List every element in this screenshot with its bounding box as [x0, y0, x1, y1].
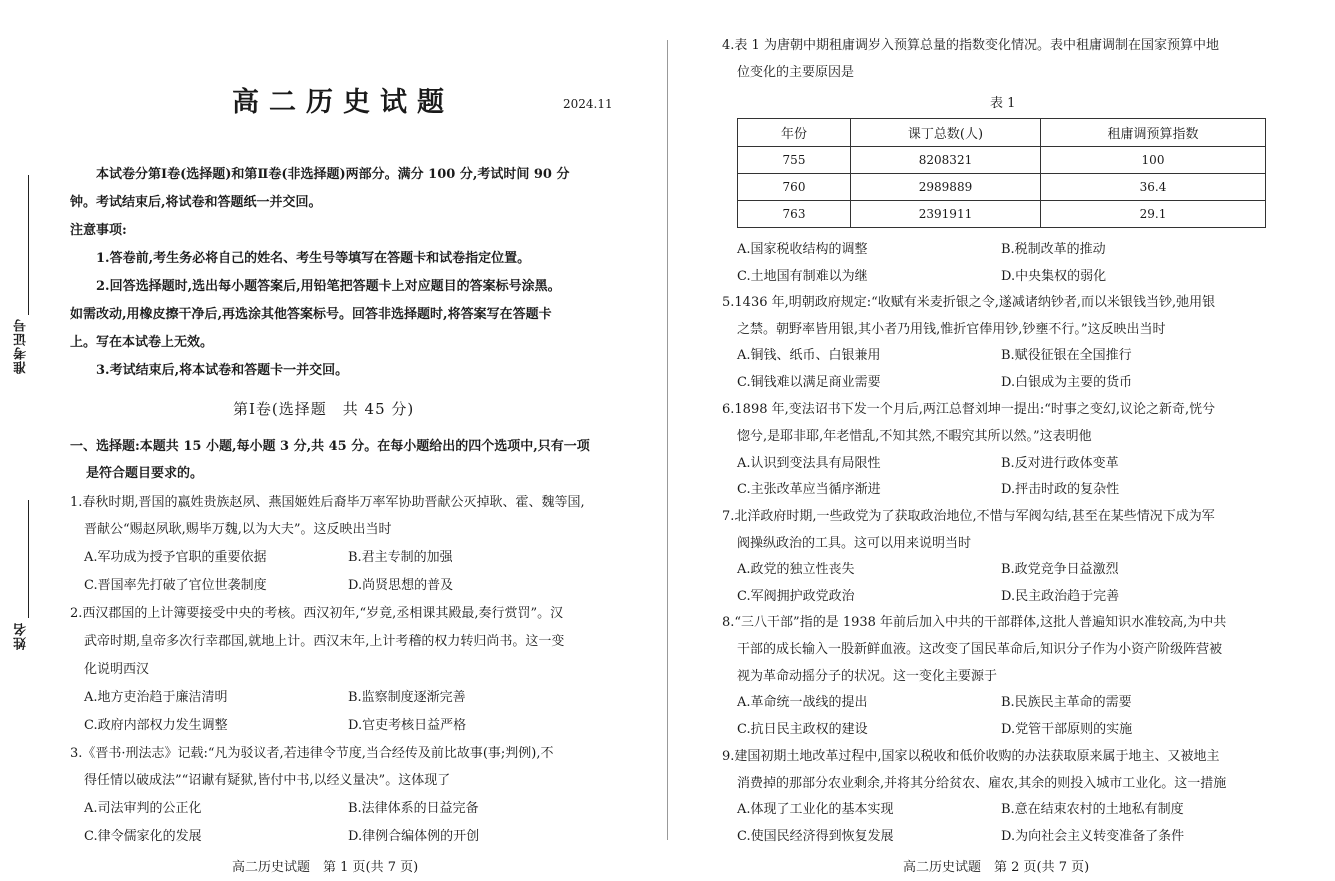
table-header-cell: 年份	[738, 119, 851, 147]
q5-option-c[interactable]: C.铜钱难以满足商业需要	[737, 375, 881, 390]
exam-title: 高二历史试题	[232, 87, 454, 118]
q1-option-b[interactable]: B.君主专制的加强	[348, 550, 453, 565]
question-5-text: 5.1436 年,明朝政府规定:“收赋有米麦折银之令,遂减诸纳钞者,而以米银钱当钞,弛用银	[722, 295, 1216, 310]
question-6-text: 6.1898 年,变法诏书下发一个月后,两江总督刘坤一提出:“时事之变幻,议论之新奇,恍兮	[722, 402, 1216, 417]
question-4-text: 4.表 1 为唐朝中期租庸调岁入预算总量的指数变化情况。表中租庸调制在国家预算中地	[722, 38, 1219, 53]
q4-option-b[interactable]: B.税制改革的推动	[1001, 242, 1106, 257]
q3-option-d[interactable]: D.律例合编体例的开创	[348, 829, 480, 844]
section-title: 第Ⅰ卷(选择题 共 45 分)	[233, 400, 415, 418]
table-row	[738, 147, 1266, 174]
page-footer-left: 高二历史试题 第 1 页(共 7 页)	[232, 860, 419, 875]
question-9-text: 9.建国初期土地改革过程中,国家以税收和低价收购的办法获取原来属于地主、又被地主	[722, 749, 1220, 764]
table-cell: 2391911	[851, 201, 1041, 228]
data-table	[737, 118, 1266, 228]
question-9-text: 消费掉的那部分农业剩余,并将其分给贫农、雇农,其余的则投入城市工业化。这一措施	[737, 776, 1227, 791]
table-header-row	[738, 119, 1266, 147]
notice-heading: 注意事项:	[70, 223, 127, 238]
q2-option-a[interactable]: A.地方吏治趋于廉洁清明	[84, 690, 228, 705]
question-7-text: 7.北洋政府时期,一些政党为了获取政治地位,不惜与军阀勾结,甚至在某些情况下成为军	[722, 509, 1215, 524]
table-cell: 36.4	[1041, 174, 1266, 201]
q6-option-d[interactable]: D.抨击时政的复杂性	[1001, 482, 1120, 497]
question-8-text: 干部的成长输入一股新鲜血液。这改变了国民革命后,知识分子作为小资产阶级阵营被	[737, 642, 1223, 657]
q4-option-c[interactable]: C.土地国有制难以为继	[737, 269, 868, 284]
question-8-text: 8.“三八干部”指的是 1938 年前后加入中共的干部群体,这批人普遍知识水准较高,为中共	[722, 615, 1227, 630]
student-name-label: 姓名	[14, 622, 29, 650]
notice-item: 上。写在本试卷上无效。	[70, 335, 214, 350]
q1-option-d[interactable]: D.尚贤思想的普及	[348, 578, 454, 593]
q7-option-c[interactable]: C.军阀拥护政党政治	[737, 589, 855, 604]
q7-option-a[interactable]: A.政党的独立性丧失	[737, 562, 855, 577]
q1-option-c[interactable]: C.晋国率先打破了官位世袭制度	[84, 578, 267, 593]
q5-option-b[interactable]: B.赋役征银在全国推行	[1001, 348, 1132, 363]
exam-date: 2024.11	[563, 97, 613, 111]
table-cell: 8208321	[851, 147, 1041, 174]
q3-option-a[interactable]: A.司法审判的公正化	[84, 801, 202, 816]
table-cell: 29.1	[1041, 201, 1266, 228]
notice-item: 1.答卷前,考生务必将自己的姓名、考生号等填写在答题卡和试卷指定位置。	[96, 251, 531, 266]
table-header-cell: 租庸调预算指数	[1041, 119, 1266, 147]
table-row	[738, 174, 1266, 201]
question-1-text: 1.春秋时期,晋国的嬴姓贵族赵夙、燕国姬姓后裔毕万率军协助晋献公灭掉耿、霍、魏等国,	[70, 495, 585, 510]
binding-line-top	[28, 175, 29, 315]
q9-option-b[interactable]: B.意在结束农村的土地私有制度	[1001, 802, 1184, 817]
q7-option-d[interactable]: D.民主政治趋于完善	[1001, 589, 1120, 604]
question-1-text: 晋献公“赐赵夙耿,赐毕万魏,以为大夫”。这反映出当时	[84, 522, 392, 537]
binding-line-middle	[28, 500, 29, 618]
notice-item: 2.回答选择题时,选出每小题答案后,用铅笔把答题卡上对应题目的答案标号涂黑。	[96, 279, 561, 294]
q5-option-d[interactable]: D.白银成为主要的货币	[1001, 375, 1133, 390]
q4-option-a[interactable]: A.国家税收结构的调整	[737, 242, 868, 257]
page-footer-right: 高二历史试题 第 2 页(共 7 页)	[903, 860, 1090, 875]
notice-item: 如需改动,用橡皮擦干净后,再选涂其他答案标号。回答非选择题时,将答案写在答题卡	[70, 307, 552, 322]
q9-option-d[interactable]: D.为向社会主义转变准备了条件	[1001, 829, 1185, 844]
q2-option-c[interactable]: C.政府内部权力发生调整	[84, 718, 228, 733]
question-5-text: 之禁。朝野率皆用银,其小者乃用钱,惟折官俸用钞,钞壅不行。”这反映出当时	[737, 322, 1166, 337]
question-6-text: 惚兮,是耶非耶,年老惜乱,不知其然,不暇究其所以然。”这表明他	[737, 429, 1092, 444]
table-cell: 755	[738, 147, 851, 174]
table-cell: 760	[738, 174, 851, 201]
table-cell: 763	[738, 201, 851, 228]
notice-item: 3.考试结束后,将本试卷和答题卡一并交回。	[96, 363, 349, 378]
q8-option-c[interactable]: C.抗日民主政权的建设	[737, 722, 868, 737]
q9-option-c[interactable]: C.使国民经济得到恢复发展	[737, 829, 894, 844]
question-3-text: 3.《晋书·刑法志》记载:“凡为驳议者,若违律令节度,当合经传及前比故事(事;判例),不	[70, 746, 554, 761]
q9-option-a[interactable]: A.体现了工业化的基本实现	[737, 802, 894, 817]
table-cell: 2989889	[851, 174, 1041, 201]
q8-option-a[interactable]: A.革命统一战线的提出	[737, 695, 868, 710]
question-4-text: 位变化的主要原因是	[737, 65, 855, 80]
question-7-text: 阀操纵政治的工具。这可以用来说明当时	[737, 536, 972, 551]
question-8-text: 视为革命动摇分子的状况。这一变化主要源于	[737, 669, 998, 684]
q8-option-d[interactable]: D.党管干部原则的实施	[1001, 722, 1133, 737]
q2-option-d[interactable]: D.官吏考核日益严格	[348, 718, 467, 733]
table-cell: 100	[1041, 147, 1266, 174]
q3-option-b[interactable]: B.法律体系的日益完备	[348, 801, 479, 816]
exam-number-label: 准考证号	[14, 318, 29, 374]
q7-option-b[interactable]: B.政党竞争日益激烈	[1001, 562, 1119, 577]
table-header-cell: 课丁总数(人)	[851, 119, 1041, 147]
question-2-text: 2.西汉郡国的上计簿要接受中央的考核。西汉初年,“岁竟,丞相课其殿最,奏行赏罚”。汉	[70, 606, 564, 621]
table-row	[738, 201, 1266, 228]
q1-option-a[interactable]: A.军功成为授予官职的重要依据	[84, 550, 267, 565]
page-divider	[667, 40, 668, 840]
q5-option-a[interactable]: A.铜钱、纸币、白银兼用	[737, 348, 881, 363]
question-2-text: 武帝时期,皇帝多次行幸郡国,就地上计。西汉末年,上计考稽的权力转归尚书。这一变	[84, 634, 565, 649]
q8-option-b[interactable]: B.民族民主革命的需要	[1001, 695, 1132, 710]
instructions-line: 一、选择题:本题共 15 小题,每小题 3 分,共 45 分。在每小题给出的四个选项中,只有一项	[70, 439, 590, 454]
q4-option-d[interactable]: D.中央集权的弱化	[1001, 269, 1107, 284]
instructions-line: 是符合题目要求的。	[86, 466, 204, 481]
q2-option-b[interactable]: B.监察制度逐渐完善	[348, 690, 466, 705]
question-2-text: 化说明西汉	[84, 662, 150, 677]
q6-option-c[interactable]: C.主张改革应当循序渐进	[737, 482, 881, 497]
intro-line: 钟。考试结束后,将试卷和答题纸一并交回。	[70, 195, 322, 210]
table-caption: 表 1	[990, 96, 1016, 111]
q6-option-b[interactable]: B.反对进行政体变革	[1001, 456, 1119, 471]
intro-line: 本试卷分第Ⅰ卷(选择题)和第Ⅱ卷(非选择题)两部分。满分 100 分,考试时间 90 分	[96, 167, 570, 182]
question-3-text: 得任情以破成法”“诏谳有疑狱,皆付中书,以经义量决”。这体现了	[84, 773, 451, 788]
q6-option-a[interactable]: A.认识到变法具有局限性	[737, 456, 881, 471]
q3-option-c[interactable]: C.律令儒家化的发展	[84, 829, 202, 844]
